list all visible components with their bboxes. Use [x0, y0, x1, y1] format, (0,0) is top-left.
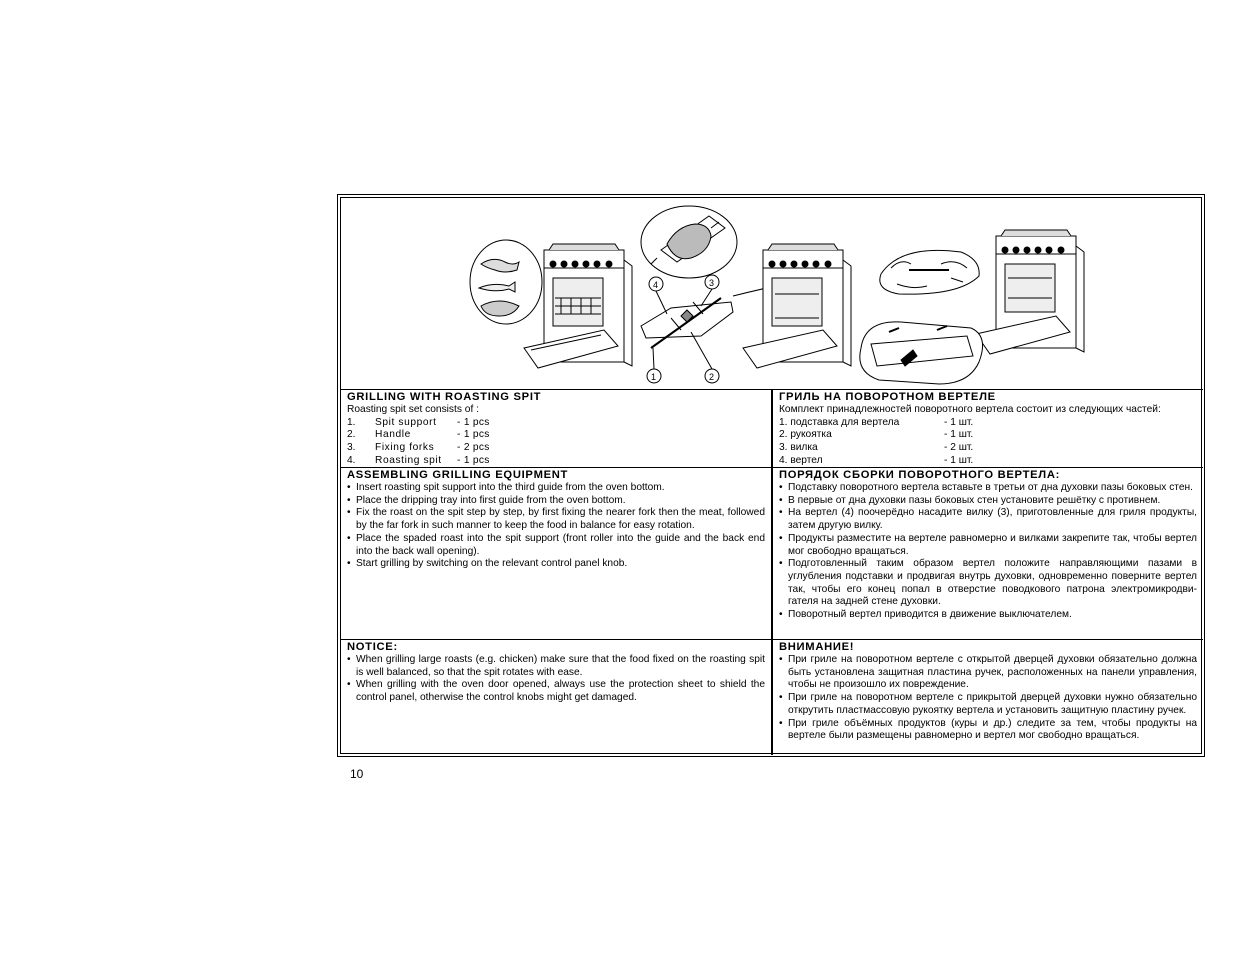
- en-notice-cell: [341, 640, 771, 755]
- part-name: 4. вертел: [779, 454, 823, 466]
- list-item: • Подготовленный таким образом вертел положите направляющими пазами в углубления подставки и продвигая внутрь духовки, одновременно поверните вертел так, чтобы его конец попал в отверстие поводкового патрона электромикродви- гателя на задней стене духовки.: [779, 558, 1197, 609]
- part-name: Roasting spit: [375, 454, 442, 466]
- ru-part-item: [779, 455, 1197, 468]
- part-name: 1. подставка для вертела: [779, 416, 900, 428]
- part-name: 2. рукоятка: [779, 429, 832, 441]
- ru-part-item: [779, 417, 1197, 430]
- list-item: • При гриле на поворотном вертеле с открытой дверцей духовки обязательно должна быть установлена защитная пластина ручек, расположенных на панели управления, чтобы не произошло их повреждение.: [779, 654, 1197, 692]
- part-qty: - 1 шт.: [944, 429, 974, 441]
- part-name: 3. вилка: [779, 442, 818, 454]
- list-item: • Поворотный вертел приводится в движение выключателем.: [779, 609, 1197, 622]
- en-assembly-list: [347, 482, 765, 571]
- part-name: Handle: [375, 429, 411, 441]
- oven-illustration-3: [976, 230, 1084, 354]
- ru-assembly-title: ПОРЯДОК СБОРКИ ПОВОРОТНОГО ВЕРТЕЛА:: [779, 469, 1061, 481]
- en-part-item: [347, 417, 765, 430]
- part-qty: - 1 шт.: [944, 416, 974, 428]
- list-item: • Insert roasting spit support into the third guide from the oven bottom.: [347, 482, 765, 495]
- list-item: • Продукты разместите на вертеле равномерно и вилками закрепите так, чтобы вертел мог свободно вращаться.: [779, 533, 1197, 558]
- spit-assembly-illustration: [341, 198, 1203, 389]
- door-bubble-illustration: [860, 322, 983, 384]
- part-number: 4.: [347, 454, 356, 466]
- en-spit-intro: Roasting spit set consists of :: [347, 404, 479, 415]
- svg-text:4: 4: [653, 280, 659, 290]
- ru-spit-intro: Комплект принадлежностей поворотного вертела состоит из следующих частей:: [779, 404, 1161, 415]
- ru-notice-list: [779, 654, 1197, 743]
- part-number: 3.: [347, 442, 356, 454]
- hands-bubble-illustration: [880, 250, 979, 294]
- manual-page-inner-frame: [340, 197, 1202, 754]
- manual-page-frame: [337, 194, 1205, 757]
- list-item: • Place the spaded roast into the spit support (front roller into the guide and the back end into the back wall opening).: [347, 533, 765, 558]
- en-assembly-cell: [341, 468, 771, 639]
- list-item: • При гриле объёмных продуктов (куры и др.) следите за тем, чтобы продукты на вертеле были размещены равномерно и вертел мог свободно вращаться.: [779, 718, 1197, 743]
- list-item: • На вертел (4) поочерёдно насадите вилку (3), приготовленные для гриля продукты, затем другую вилку.: [779, 507, 1197, 532]
- en-part-item: [347, 442, 765, 455]
- part-qty: - 1 pcs: [457, 429, 490, 441]
- part-name: Spit support: [375, 416, 437, 428]
- chicken-bubble-illustration: [641, 206, 737, 278]
- ru-spit-title: ГРИЛЬ НА ПОВОРОТНОМ ВЕРТЕЛЕ: [779, 391, 996, 403]
- svg-text:2: 2: [709, 372, 715, 382]
- en-spit-title: GRILLING WITH ROASTING SPIT: [347, 391, 542, 403]
- list-item: • When grilling with the oven door opened, always use the protection sheet to shield the control panel, otherwise the control knobs might get damaged.: [347, 679, 765, 704]
- ru-notice-title: ВНИМАНИЕ!: [779, 641, 855, 653]
- part-qty: - 2 шт.: [944, 442, 974, 454]
- list-item: • Start grilling by switching on the relevant control panel knob.: [347, 558, 765, 571]
- ru-spit-set-cell: [773, 390, 1203, 467]
- en-notice-list: [347, 654, 765, 705]
- oven-illustration-1: [524, 244, 632, 368]
- part-number: 2.: [347, 429, 356, 441]
- list-item: • When grilling large roasts (e.g. chicken) make sure that the food fixed on the roasting spit is well balanced, so that the spit rotates with ease.: [347, 654, 765, 679]
- list-item: • Подставку поворотного вертела вставьте в третьи от дна духовки пазы боковых стен.: [779, 482, 1197, 495]
- ru-assembly-cell: [773, 468, 1203, 639]
- en-notice-title: NOTICE:: [347, 641, 398, 653]
- part-qty: - 1 pcs: [457, 416, 490, 428]
- assembly-row: [341, 468, 1203, 640]
- svg-text:1: 1: [651, 372, 657, 382]
- part-qty: - 1 pcs: [457, 454, 490, 466]
- list-item: • В первые от дна духовки пазы боковых стен установите решётку с противнем.: [779, 495, 1197, 508]
- instruction-table: [341, 390, 1203, 755]
- spit-set-row: [341, 390, 1203, 468]
- ru-part-item: [779, 442, 1197, 455]
- page-number: 10: [350, 767, 364, 781]
- list-item: • Place the dripping tray into first guide from the oven bottom.: [347, 495, 765, 508]
- illustration-panel: [341, 198, 1203, 390]
- part-qty: - 2 pcs: [457, 442, 490, 454]
- part-number: 1.: [347, 416, 356, 428]
- en-part-item: [347, 455, 765, 468]
- en-part-item: [347, 429, 765, 442]
- en-spit-set-cell: [341, 390, 771, 467]
- en-assembly-title: ASSEMBLING GRILLING EQUIPMENT: [347, 469, 569, 481]
- svg-text:3: 3: [709, 278, 715, 288]
- list-item: • При гриле на поворотном вертеле с прикрытой дверцей духовки нужно обязательно открутить пластмассовую рукоятку вертела и установить защитную пластину ручек.: [779, 692, 1197, 717]
- part-name: Fixing forks: [375, 442, 435, 454]
- ru-assembly-list: [779, 482, 1197, 622]
- notice-row: [341, 640, 1203, 755]
- ru-part-item: [779, 429, 1197, 442]
- ru-notice-cell: [773, 640, 1203, 755]
- oven-illustration-2: [743, 244, 851, 368]
- part-qty: - 1 шт.: [944, 454, 974, 466]
- list-item: • Fix the roast on the spit step by step, by first fixing the nearer fork then the meat, followed by the far fork in such manner to keep the food in balance for easy rotation.: [347, 507, 765, 532]
